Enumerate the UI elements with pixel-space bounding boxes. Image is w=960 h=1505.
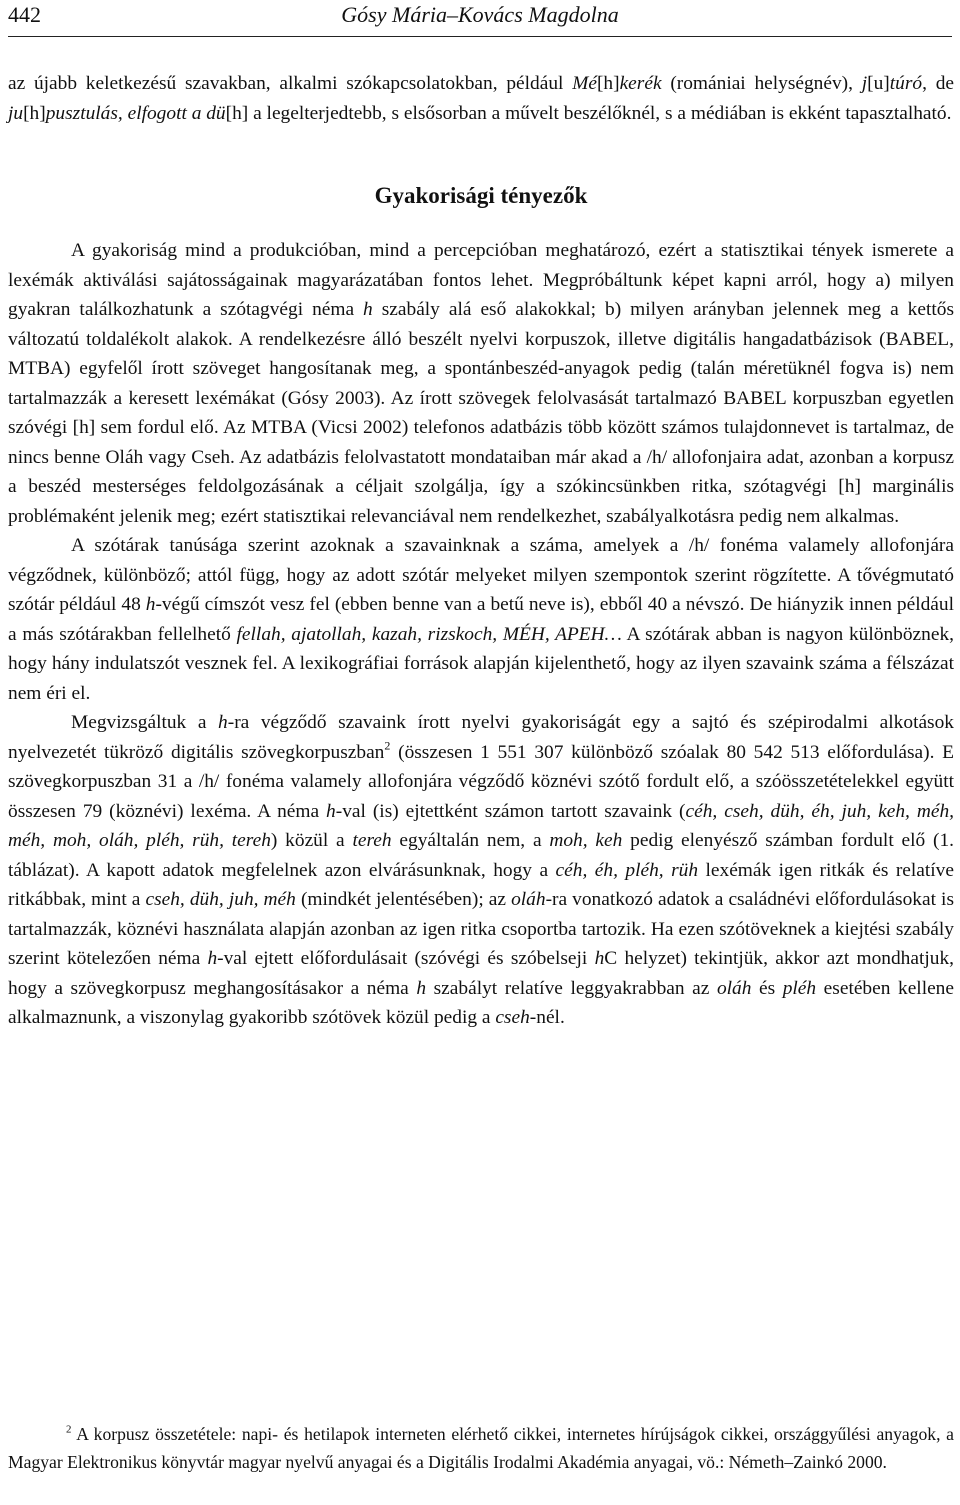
italic-term: pléh <box>782 977 817 999</box>
running-title: Gósy Mária–Kovács Magdolna <box>341 2 619 27</box>
text-run: esetében kellene alkalmaznunk, a viszonylag gyakoribb szótövek közül pedig a <box>8 977 954 1028</box>
text-run: [h] <box>23 102 46 124</box>
page-header <box>8 0 952 37</box>
text-run: (romániai helységnév), <box>661 73 862 94</box>
text-run: -ra vonatkozó adatok a családnévi előfordulásokat is tartalmazzák, köznévi használata alapján azonban az igen ritka csoportba tartozik. Ha ezen szótöveknek a kiejtési szabály szerint kötelezően néma <box>8 889 954 969</box>
text-run: -nél. <box>529 1007 565 1028</box>
paragraph-frequency-1 <box>8 236 954 531</box>
text-run: szabály alá eső alakokkal; b) milyen arányban jelennek meg a kettős változatú toldalékolt alakok. A rendelkezésre álló beszélt nyelvi korpuszok, illetve digitális hangadatbázisok (BABEL, MTBA) egyfelől írott szöveget hangosítanak meg, a spontánbeszéd-anyagok pedig (talán méretüknél fogva is) nem tartalmazzák a keresett lexémákat (Gósy 2003). Az írott szövegek felolvasását tartalmazó BABEL korpuszban egyetlen szóvégi [h] sem fordul elő. Az MTBA (Vicsi 2002) telefonos adatbázis több között számos tulajdonnevet is tartalmaz, de nincs benne Oláh vagy Cseh. Az adatbázis felolvastatott mondataiban már akad a /h/ allofonjaira adat, azonban a korpusz a beszéd mesterséges feldolgozásának a céljait szolgálja, így a szókincsünkben ritka, szótagvégi [h] marginális problémaként jelenik meg; ezért statisztikai relevanciával nem rendelkezhet, szabályalkotásra pedig nem alkalmas. <box>8 299 954 527</box>
paragraph-frequency-3 <box>8 708 954 1033</box>
italic-term: h <box>326 800 336 822</box>
text-run: A gyakoriság mind a produkcióban, mind a percepcióban meghatározó, ezért a statisztikai tények ismerete a lexémák aktiválási sajátosságainak magyarázatában fontos lehet. Megpróbáltunk képet kapni arról, hogy a) milyen gyakran találkozhatunk a szótagvégi néma <box>8 240 954 320</box>
text-run: és <box>751 977 783 999</box>
footnote-marker: 2 <box>384 738 391 753</box>
paragraph-frequency-2 <box>8 531 954 708</box>
text-run: pedig elenyésző számban fordult elő (1. táblázat). A kapott adatok megfelelnek azon elvárásunknak, hogy a <box>8 830 955 881</box>
page-number: 442 <box>8 2 41 27</box>
italic-term: h <box>145 594 156 615</box>
italic-term: j <box>861 73 868 94</box>
text-run: , de <box>922 73 955 94</box>
text-run: -val (is) ejtettként számon tartott szavaink ( <box>335 800 686 822</box>
footnote <box>8 1420 954 1476</box>
italic-term: Mé <box>572 73 597 94</box>
italic-term: oláh <box>511 889 546 910</box>
text-run: [h] a legelterjedtebb, s elsősorban a művelt beszélőknél, s a médiában is ekként tapasztalható. <box>225 102 952 124</box>
text-run: lexémák igen ritkák és relatíve ritkábbak, mint a <box>8 859 954 910</box>
italic-term: ju <box>8 102 24 124</box>
italic-term: túró <box>889 73 923 94</box>
text-run: -végű címszót vesz fel (ebben benne van a betű neve is), ebből 40 a névszó. De hiányzik innen például a más szótárakban fellelhető <box>8 594 954 645</box>
italic-term: oláh <box>716 977 752 999</box>
text-run: C helyzet) tekintjük, akkor azt mondhatjuk, hogy a szövegkorpusz meghangosításakor a néma <box>8 948 954 999</box>
text-run: -ra végződő szavaink írott nyelvi gyakoriságát egy a sajtó és szépirodalmi alkotások nyelvezetét tükröző digitális szövegkorpuszban <box>8 712 954 763</box>
italic-term: céh, éh, pléh, rüh <box>555 859 699 881</box>
italic-term: h <box>207 948 218 969</box>
italic-term: cseh, düh, juh, méh <box>145 889 296 910</box>
italic-term: h <box>363 299 373 320</box>
italic-term: h <box>594 948 605 969</box>
text-run: (mindkét jelentésében); az <box>295 889 512 910</box>
text-run: A korpusz összetétele: napi- és hetilapok interneten elérhető cikkei, internetes hírújságok cikkei, országgyűlési anyagok, a Magyar Elektronikus könyvtár magyar nyelvű anyagai és a Digitális Irodalmi Akadémia anyagai, vö.: Németh–Zainkó 2000. <box>8 1424 954 1472</box>
text-run: [u] <box>867 73 890 94</box>
italic-term: h <box>416 977 427 999</box>
main-text <box>8 69 954 1033</box>
section-heading: Gyakorisági tényezők <box>374 183 588 208</box>
text-run: ) közül a <box>270 830 353 851</box>
italic-term: fellah, ajatollah, kazah, rizskoch, MÉH, APEH… <box>236 623 622 645</box>
italic-term: pusztulás, elfogott a dü <box>45 102 226 124</box>
text-run: A szótárak tanúsága szerint azoknak a szavainknak a száma, amelyek a /h/ fonéma valamely allofonjára végződnek, különböző; attól függ, hogy az adott szótár melyeket milyen szempontok szerint rögzítette. A tővégmutató szótár például 48 <box>8 535 954 615</box>
italic-term: h <box>218 712 228 733</box>
text-run: [h] <box>596 73 620 94</box>
text-run: (összesen 1 551 307 különböző szóalak 80 542 513 előfordulása). E szövegkorpuszban 31 a /h/ fonéma valamely allofonjára végződő köznévi szótő fordult elő, a szóösszetételekkel együtt összesen 79 (köznévi) lexéma. A néma <box>8 741 954 822</box>
italic-term: céh, cseh, düh, éh, juh, keh, méh, méh, moh, oláh, pléh, rüh, tereh <box>8 800 954 851</box>
italic-term: kerék <box>619 73 662 94</box>
italic-term: cseh <box>495 1007 530 1028</box>
text-run: A szótárak abban is nagyon különböznek, hogy hány indulatszót vesznek fel. A lexikográfiai források alapján kijelenthető, hogy az ilyen szavaink száma a félszázat nem éri el. <box>8 623 954 704</box>
italic-term: moh, keh <box>549 830 623 851</box>
text-run: Megvizsgáltuk a <box>71 712 219 733</box>
italic-term: tereh <box>352 830 392 851</box>
text-run: az újabb keletkezésű szavakban, alkalmi szókapcsolatokban, például <box>8 73 573 94</box>
text-run: -val ejtett előfordulásait (szóvégi és szóbelseji <box>217 948 595 969</box>
footnote-marker: 2 <box>66 1423 72 1436</box>
paragraph-intro <box>8 69 954 128</box>
text-run: szabályt relatíve leggyakrabban az <box>426 977 717 999</box>
text-run: egyáltalán nem, a <box>391 830 550 851</box>
